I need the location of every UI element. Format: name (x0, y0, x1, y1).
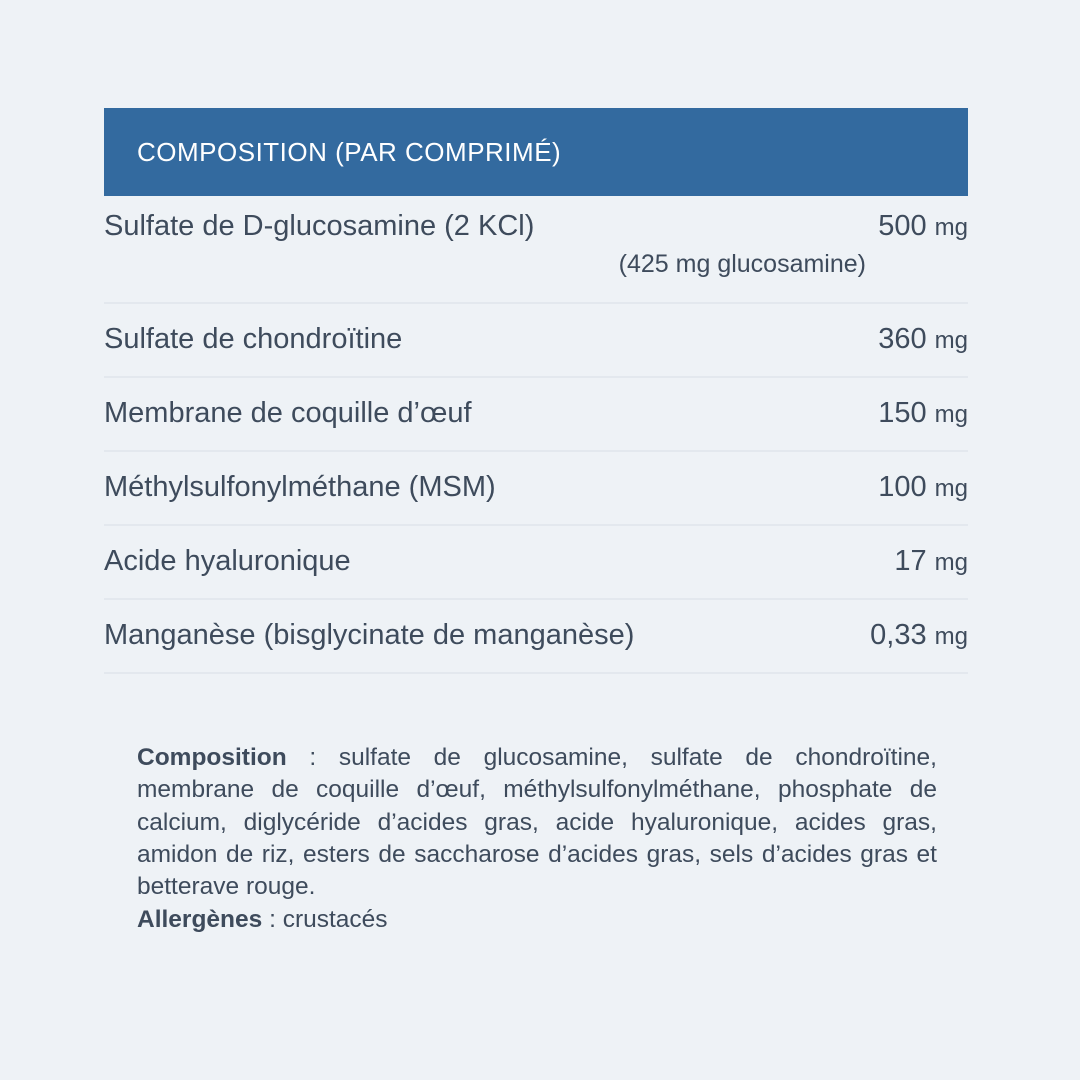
ingredient-value (536, 525, 968, 599)
value-unit: mg (934, 214, 968, 241)
footnote-block (137, 742, 937, 936)
ingredient-value (536, 451, 968, 525)
ingredient-name: Méthylsulfonylméthane (MSM) (104, 471, 496, 504)
value-number: 150 (878, 397, 927, 430)
ingredient-name: Membrane de coquille d’œuf (104, 397, 472, 430)
table-row (104, 303, 968, 377)
value-number: 500 (878, 210, 927, 242)
ingredient-name: Sulfate de D-glucosamine (2 KCl) (104, 210, 535, 242)
composition-card (104, 108, 968, 674)
allergens-text: : crustacés (262, 905, 388, 933)
composition-label: Composition (137, 744, 287, 771)
allergens-label: Allergènes (137, 905, 263, 933)
ingredient-subline: (425 mg glucosamine) (618, 250, 866, 278)
value-number: 17 (894, 545, 927, 578)
ingredient-value (536, 303, 968, 377)
table-row (104, 525, 968, 599)
allergens-paragraph (137, 904, 937, 936)
value-unit: mg (934, 549, 968, 577)
value-number: 100 (878, 471, 927, 504)
table-row (104, 599, 968, 673)
value-unit: mg (934, 327, 968, 355)
value-unit: mg (934, 401, 968, 429)
ingredient-name: Sulfate de chondroïtine (104, 323, 403, 356)
table-row (104, 451, 968, 525)
value-unit: mg (934, 475, 968, 503)
composition-header-bar (104, 108, 968, 196)
value-unit: mg (934, 623, 968, 651)
ingredient-name: Acide hyaluronique (104, 545, 351, 578)
ingredient-value (536, 377, 968, 451)
composition-text: : sulfate de glucosamine, sulfate de chondroïtine, membrane de coquille d’œuf, méthylsulfonylméthane, phosphate de calcium, diglycéride d’acides gras, acide hyaluronique, acides gras, amidon de riz, esters de saccharose d’acides gras, sels d’acides gras et betterave rouge. (137, 744, 937, 901)
composition-paragraph (137, 742, 937, 904)
value-number: 0,33 (870, 619, 927, 652)
composition-header-title: COMPOSITION (PAR COMPRIMÉ) (137, 137, 562, 167)
value-number: 360 (878, 323, 927, 356)
table-row (104, 377, 968, 451)
ingredient-name: Manganèse (bisglycinate de manganèse) (104, 619, 635, 652)
